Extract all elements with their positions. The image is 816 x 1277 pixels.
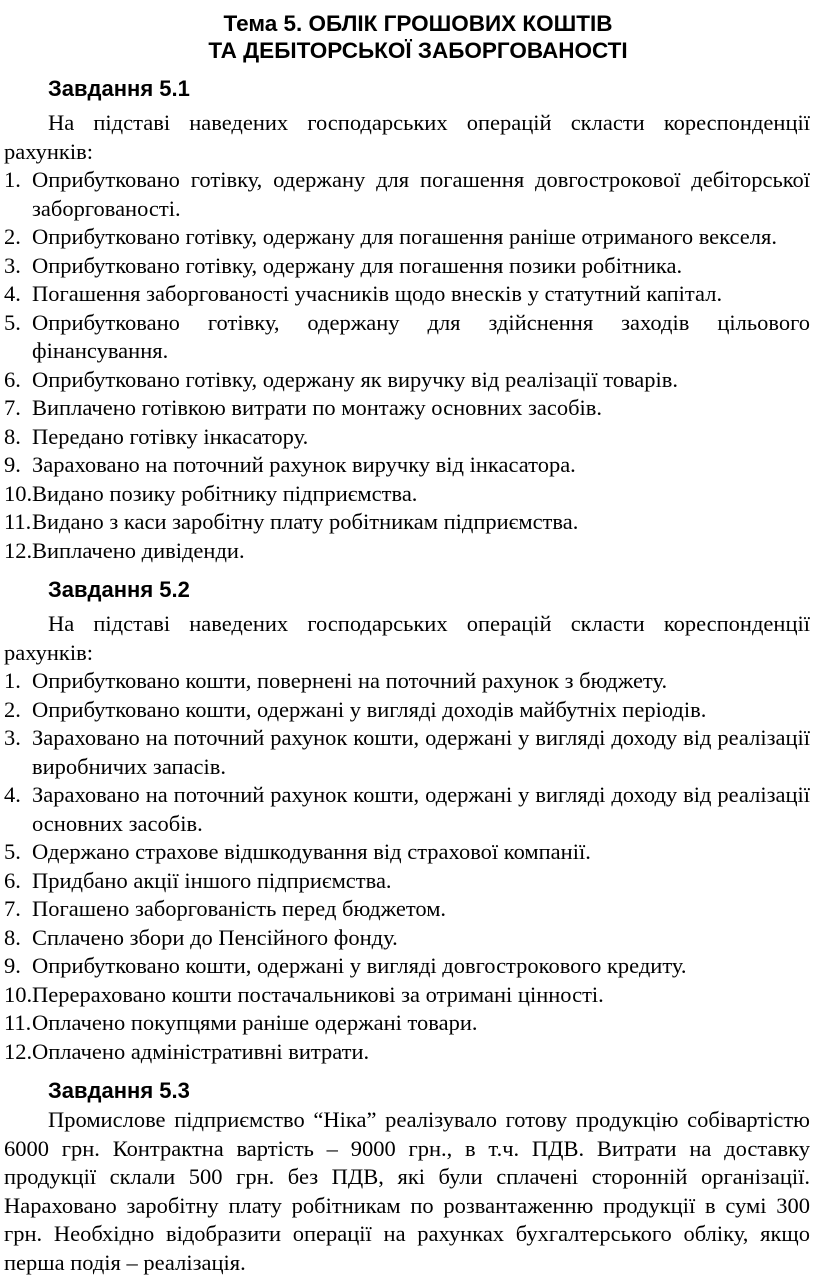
list-item [0,724,816,781]
list-item [0,451,816,480]
item-text: Погашення заборгованості учасників щодо внесків у статутний капітал. [32,281,723,306]
item-text: Оприбутковано кошти, повернені на поточний рахунок з бюджету. [32,668,668,693]
item-text: Оприбутковано готівку, одержану для погашення раніше отриманого векселя. [32,224,777,249]
item-text: Сплачено збори до Пенсійного фонду. [32,924,398,950]
item-number: 6. [4,366,21,392]
item-number: 2. [4,224,21,249]
item-text: Оплачено покупцями раніше одержані товари. [32,1010,478,1035]
item-number: 10. [4,480,33,506]
list-item [0,1009,816,1038]
list-item [0,309,816,366]
task-5-2-heading: Завдання 5.2 [48,577,190,602]
item-number: 1. [4,668,21,693]
task-5-2-list [0,667,816,1066]
item-number: 7. [4,395,21,420]
list-item [0,394,816,423]
task-5-1-heading: Завдання 5.1 [48,76,190,101]
list-item [0,838,816,867]
item-text: Зараховано на поточний рахунок кошти, одержані у вигляді доходу від реалізації виробничих запасів. [32,725,810,779]
item-number: 3. [4,725,21,750]
list-item [0,508,816,537]
item-text: Одержано страхове відшкодування від страхової компанії. [32,839,591,864]
item-text: Погашено заборгованість перед бюджетом. [32,896,447,921]
list-item [0,667,816,696]
task-5-1-list [0,166,816,565]
item-text: Перераховано кошти постачальникові за отримані цінності. [32,981,604,1007]
item-number: 5. [4,309,21,335]
list-item [0,280,816,309]
list-item [0,924,816,953]
list-item [0,696,816,725]
item-number: 11. [4,1010,32,1035]
list-item [0,366,816,395]
list-item [0,952,816,981]
item-number: 12. [4,1038,33,1064]
item-text: Оприбутковано готівку, одержану для погашення довгострокової дебіторської заборгованості. [32,167,810,221]
list-item [0,223,816,252]
task-5-2-intro: На підставі наведених господарських операцій скласти кореспонденції рахунків: [4,611,810,665]
item-text: Видано позику робітнику підприємства. [32,480,418,506]
list-item [0,537,816,566]
list-item [0,166,816,223]
item-number: 3. [4,252,21,278]
item-number: 4. [4,782,21,807]
list-item [0,252,816,281]
page-title [0,10,816,64]
list-item [0,1038,816,1067]
task-5-2-section [0,575,816,1066]
item-text: Оплачено адміністративні витрати. [32,1038,370,1064]
item-number: 8. [4,924,21,950]
item-text: Виплачено дивіденди. [32,537,245,563]
item-text: Оприбутковано готівку, одержану для здійснення заходів цільового фінансування. [32,309,810,363]
item-text: Зараховано на поточний рахунок кошти, одержані у вигляді доходу від реалізації основних засобів. [32,782,810,836]
item-text: Оприбутковано кошти, одержані у вигляді довгострокового кредиту. [32,953,687,978]
item-text: Видано з каси заробітну плату робітникам підприємства. [32,509,579,534]
item-number: 4. [4,281,21,306]
task-5-3-section [0,1076,816,1277]
item-number: 9. [4,953,21,978]
item-number: 5. [4,839,21,864]
item-text: Придбано акції іншого підприємства. [32,867,392,893]
title-line-2: ТА ДЕБІТОРСЬКОЇ ЗАБОРГОВАНОСТІ [208,38,628,63]
list-item [0,480,816,509]
list-item [0,895,816,924]
list-item [0,981,816,1010]
task-5-3-text: Промислове підприємство “Ніка” реалізувало готову продукцію собівартістю 6000 грн. Контрактна вартість – 9000 грн., в т.ч. ПДВ. Витрати на доставку продукції склали 500 грн. без ПДВ, які були сплачені сторонній організації. Нараховано заробітну плату робітникам по розвантаженню продукції в сумі 300 грн. Необхідно відобразити операції на рахунках бухгалтерського обліку, якщо перша подія – реалізація. [4,1107,810,1275]
item-number: 11. [4,509,32,534]
item-number: 10. [4,981,33,1007]
list-item [0,781,816,838]
item-number: 9. [4,452,21,477]
item-text: Виплачено готівкою витрати по монтажу основних засобів. [32,395,603,420]
item-text: Оприбутковано готівку, одержану для погашення позики робітника. [32,252,683,278]
item-text: Оприбутковано кошти, одержані у вигляді доходів майбутніх періодів. [32,696,707,722]
task-5-1-intro: На підставі наведених господарських операцій скласти кореспонденції рахунків: [4,110,810,164]
item-number: 12. [4,537,33,563]
task-5-3-heading: Завдання 5.3 [48,1078,190,1103]
title-line-1: Тема 5. ОБЛІК ГРОШОВИХ КОШТІВ [223,11,613,36]
item-text: Передано готівку інкасатору. [32,423,309,449]
item-number: 8. [4,423,21,449]
item-text: Оприбутковано готівку, одержану як виручку від реалізації товарів. [32,366,679,392]
task-5-1-section [0,74,816,565]
list-item [0,867,816,896]
item-number: 6. [4,867,21,893]
item-text: Зараховано на поточний рахунок виручку від інкасатора. [32,452,576,477]
item-number: 1. [4,167,21,192]
item-number: 2. [4,696,21,722]
item-number: 7. [4,896,21,921]
list-item [0,423,816,452]
